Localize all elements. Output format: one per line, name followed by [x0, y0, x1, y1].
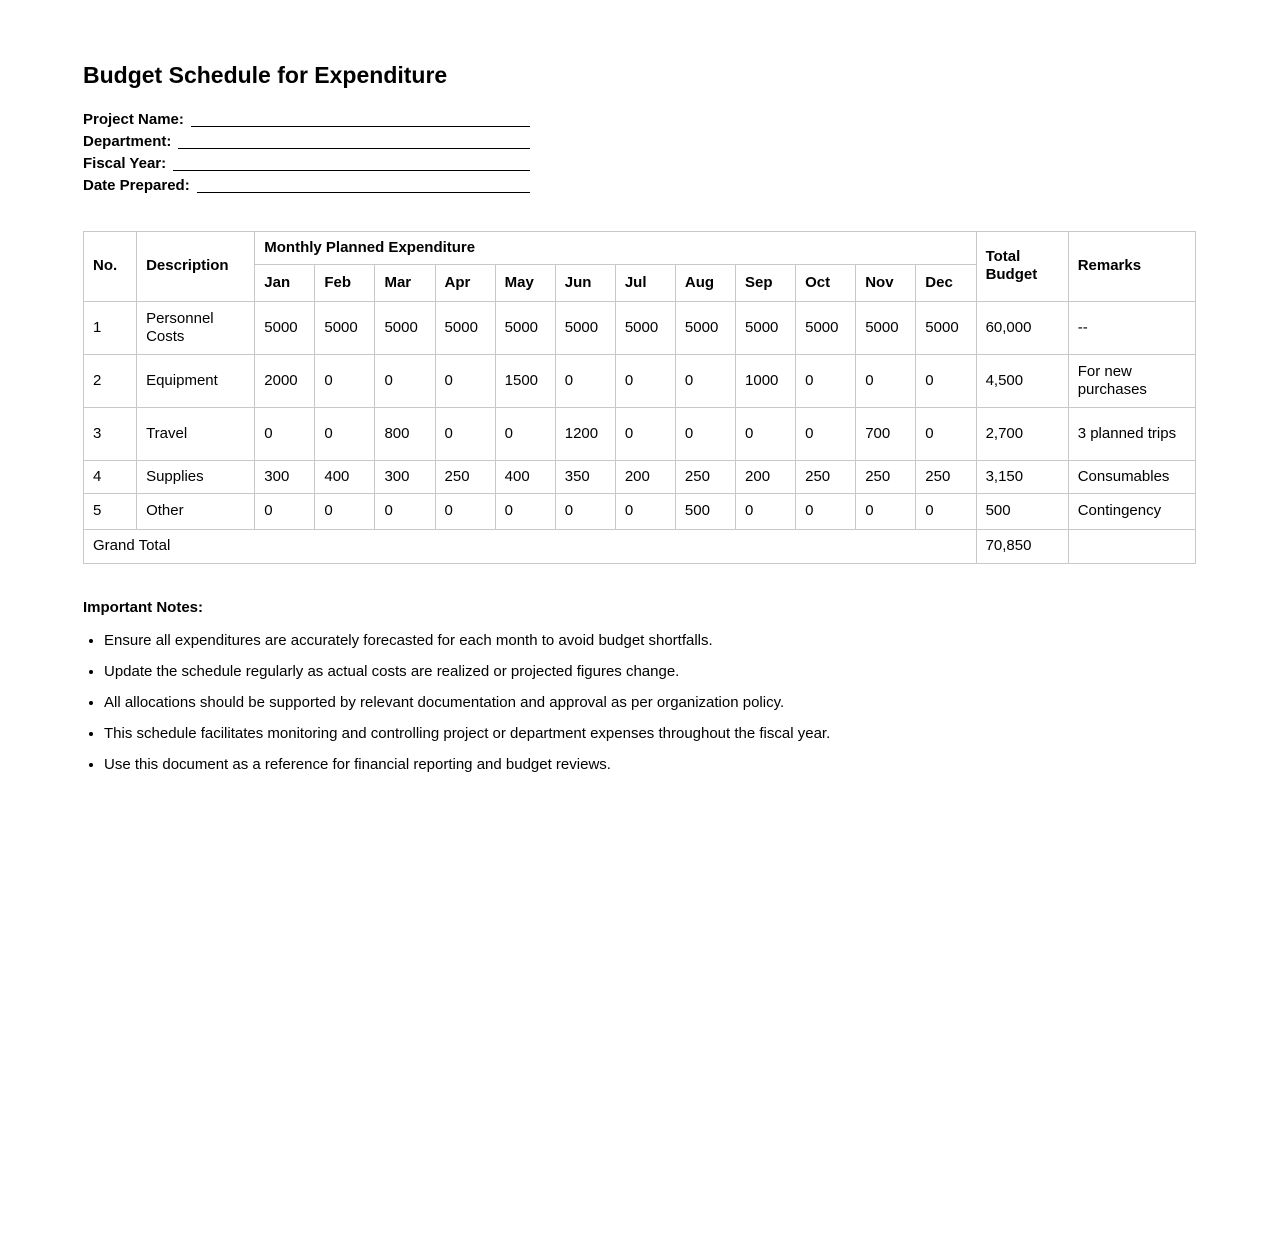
header-month-oct: Oct [796, 264, 856, 301]
cell-month-jan: 2000 [255, 354, 315, 407]
cell-no: 4 [84, 460, 137, 493]
cell-month-jun: 350 [555, 460, 615, 493]
header-month-may: May [495, 264, 555, 301]
cell-month-mar: 5000 [375, 301, 435, 354]
date-prepared-label: Date Prepared: [83, 176, 190, 194]
cell-month-mar: 300 [375, 460, 435, 493]
note-item-3: • All allocations should be supported by relevant documentation and approval as per organization policy. [104, 694, 1195, 712]
cell-month-feb: 0 [315, 407, 375, 460]
cell-remarks: Consumables [1068, 460, 1195, 493]
cell-month-aug: 500 [675, 493, 735, 529]
cell-month-oct: 0 [796, 354, 856, 407]
department-blank-line [178, 135, 530, 149]
cell-month-apr: 250 [435, 460, 495, 493]
note-item-5: • Use this document as a reference for financial reporting and budget reviews. [104, 756, 1195, 774]
table-row-supplies [84, 460, 1196, 493]
cell-month-jul: 5000 [615, 301, 675, 354]
cell-remarks: For new purchases [1068, 354, 1195, 407]
cell-month-jul: 0 [615, 493, 675, 529]
notes-section [83, 599, 1195, 774]
header-total-budget: Total Budget [976, 231, 1068, 301]
project-name-blank-line [191, 113, 530, 127]
project-name-field [83, 107, 530, 129]
grand-total-row [84, 529, 1196, 563]
cell-no: 1 [84, 301, 137, 354]
table-row-personnel-costs [84, 301, 1196, 354]
page-title: Budget Schedule for Expenditure [83, 62, 448, 88]
fiscal-year-blank-line [173, 157, 530, 171]
cell-description: Other [137, 493, 255, 529]
header-monthly-planned-expenditure: Monthly Planned Expenditure [255, 231, 976, 264]
header-month-dec: Dec [916, 264, 976, 301]
table-row-other [84, 493, 1196, 529]
cell-month-aug: 5000 [675, 301, 735, 354]
note-item-4: • This schedule facilitates monitoring and controlling project or department expenses throughout the fiscal year. [104, 725, 1195, 743]
cell-no: 3 [84, 407, 137, 460]
cell-month-dec: 0 [916, 407, 976, 460]
cell-month-feb: 0 [315, 354, 375, 407]
header-month-sep: Sep [736, 264, 796, 301]
cell-description: Personnel Costs [137, 301, 255, 354]
grand-total-value: 70,850 [976, 529, 1068, 563]
cell-month-apr: 5000 [435, 301, 495, 354]
cell-month-jan: 0 [255, 407, 315, 460]
cell-month-mar: 0 [375, 354, 435, 407]
cell-total-budget: 60,000 [976, 301, 1068, 354]
cell-remarks: 3 planned trips [1068, 407, 1195, 460]
note-item-2: • Update the schedule regularly as actual costs are realized or projected figures change. [104, 663, 1195, 681]
cell-month-jan: 0 [255, 493, 315, 529]
cell-description: Equipment [137, 354, 255, 407]
header-month-mar: Mar [375, 264, 435, 301]
cell-month-jan: 300 [255, 460, 315, 493]
fiscal-year-label: Fiscal Year: [83, 154, 167, 172]
header-month-nov: Nov [856, 264, 916, 301]
date-prepared-field [83, 173, 530, 195]
cell-month-jul: 0 [615, 407, 675, 460]
department-field [83, 129, 530, 151]
header-remarks: Remarks [1068, 231, 1195, 301]
cell-total-budget: 500 [976, 493, 1068, 529]
cell-month-nov: 0 [856, 493, 916, 529]
grand-total-remarks-cell [1068, 529, 1195, 563]
cell-month-nov: 700 [856, 407, 916, 460]
cell-month-mar: 800 [375, 407, 435, 460]
notes-list [83, 632, 1195, 774]
cell-remarks: Contingency [1068, 493, 1195, 529]
cell-no: 5 [84, 493, 137, 529]
date-prepared-blank-line [197, 179, 530, 193]
cell-description: Supplies [137, 460, 255, 493]
notes-heading: Important Notes: [83, 598, 203, 616]
header-month-jul: Jul [615, 264, 675, 301]
cell-month-mar: 0 [375, 493, 435, 529]
cell-month-apr: 0 [435, 493, 495, 529]
form-fields [83, 107, 1195, 195]
cell-month-jun: 0 [555, 493, 615, 529]
note-item-1: • Ensure all expenditures are accurately forecasted for each month to avoid budget shortfalls. [104, 632, 1195, 650]
cell-month-jun: 1200 [555, 407, 615, 460]
cell-month-dec: 250 [916, 460, 976, 493]
cell-month-sep: 5000 [736, 301, 796, 354]
fiscal-year-field [83, 151, 530, 173]
header-no: No. [84, 231, 137, 301]
cell-month-aug: 0 [675, 354, 735, 407]
header-month-aug: Aug [675, 264, 735, 301]
cell-month-oct: 5000 [796, 301, 856, 354]
project-name-label: Project Name: [83, 110, 184, 128]
cell-month-may: 0 [495, 407, 555, 460]
cell-no: 2 [84, 354, 137, 407]
header-month-apr: Apr [435, 264, 495, 301]
budget-table [83, 231, 1196, 564]
cell-month-apr: 0 [435, 354, 495, 407]
table-row-travel [84, 407, 1196, 460]
header-month-jan: Jan [255, 264, 315, 301]
cell-month-sep: 1000 [736, 354, 796, 407]
cell-month-feb: 5000 [315, 301, 375, 354]
cell-month-aug: 0 [675, 407, 735, 460]
cell-month-sep: 0 [736, 407, 796, 460]
cell-remarks: -- [1068, 301, 1195, 354]
cell-month-dec: 0 [916, 354, 976, 407]
table-header-row-1 [84, 231, 1196, 264]
header-description: Description [137, 231, 255, 301]
header-month-feb: Feb [315, 264, 375, 301]
cell-month-dec: 0 [916, 493, 976, 529]
cell-month-jan: 5000 [255, 301, 315, 354]
cell-month-feb: 0 [315, 493, 375, 529]
cell-month-oct: 0 [796, 493, 856, 529]
cell-month-oct: 0 [796, 407, 856, 460]
cell-month-may: 400 [495, 460, 555, 493]
cell-month-may: 5000 [495, 301, 555, 354]
cell-total-budget: 3,150 [976, 460, 1068, 493]
table-row-equipment [84, 354, 1196, 407]
cell-month-nov: 5000 [856, 301, 916, 354]
cell-total-budget: 2,700 [976, 407, 1068, 460]
cell-month-sep: 0 [736, 493, 796, 529]
cell-month-may: 1500 [495, 354, 555, 407]
cell-month-apr: 0 [435, 407, 495, 460]
cell-month-dec: 5000 [916, 301, 976, 354]
cell-month-nov: 250 [856, 460, 916, 493]
cell-month-jul: 200 [615, 460, 675, 493]
department-label: Department: [83, 132, 172, 150]
cell-month-aug: 250 [675, 460, 735, 493]
cell-month-feb: 400 [315, 460, 375, 493]
cell-month-may: 0 [495, 493, 555, 529]
cell-month-oct: 250 [796, 460, 856, 493]
cell-month-nov: 0 [856, 354, 916, 407]
header-month-jun: Jun [555, 264, 615, 301]
cell-month-jun: 5000 [555, 301, 615, 354]
cell-month-sep: 200 [736, 460, 796, 493]
cell-total-budget: 4,500 [976, 354, 1068, 407]
cell-month-jul: 0 [615, 354, 675, 407]
cell-description: Travel [137, 407, 255, 460]
cell-month-jun: 0 [555, 354, 615, 407]
grand-total-label: Grand Total [84, 529, 977, 563]
